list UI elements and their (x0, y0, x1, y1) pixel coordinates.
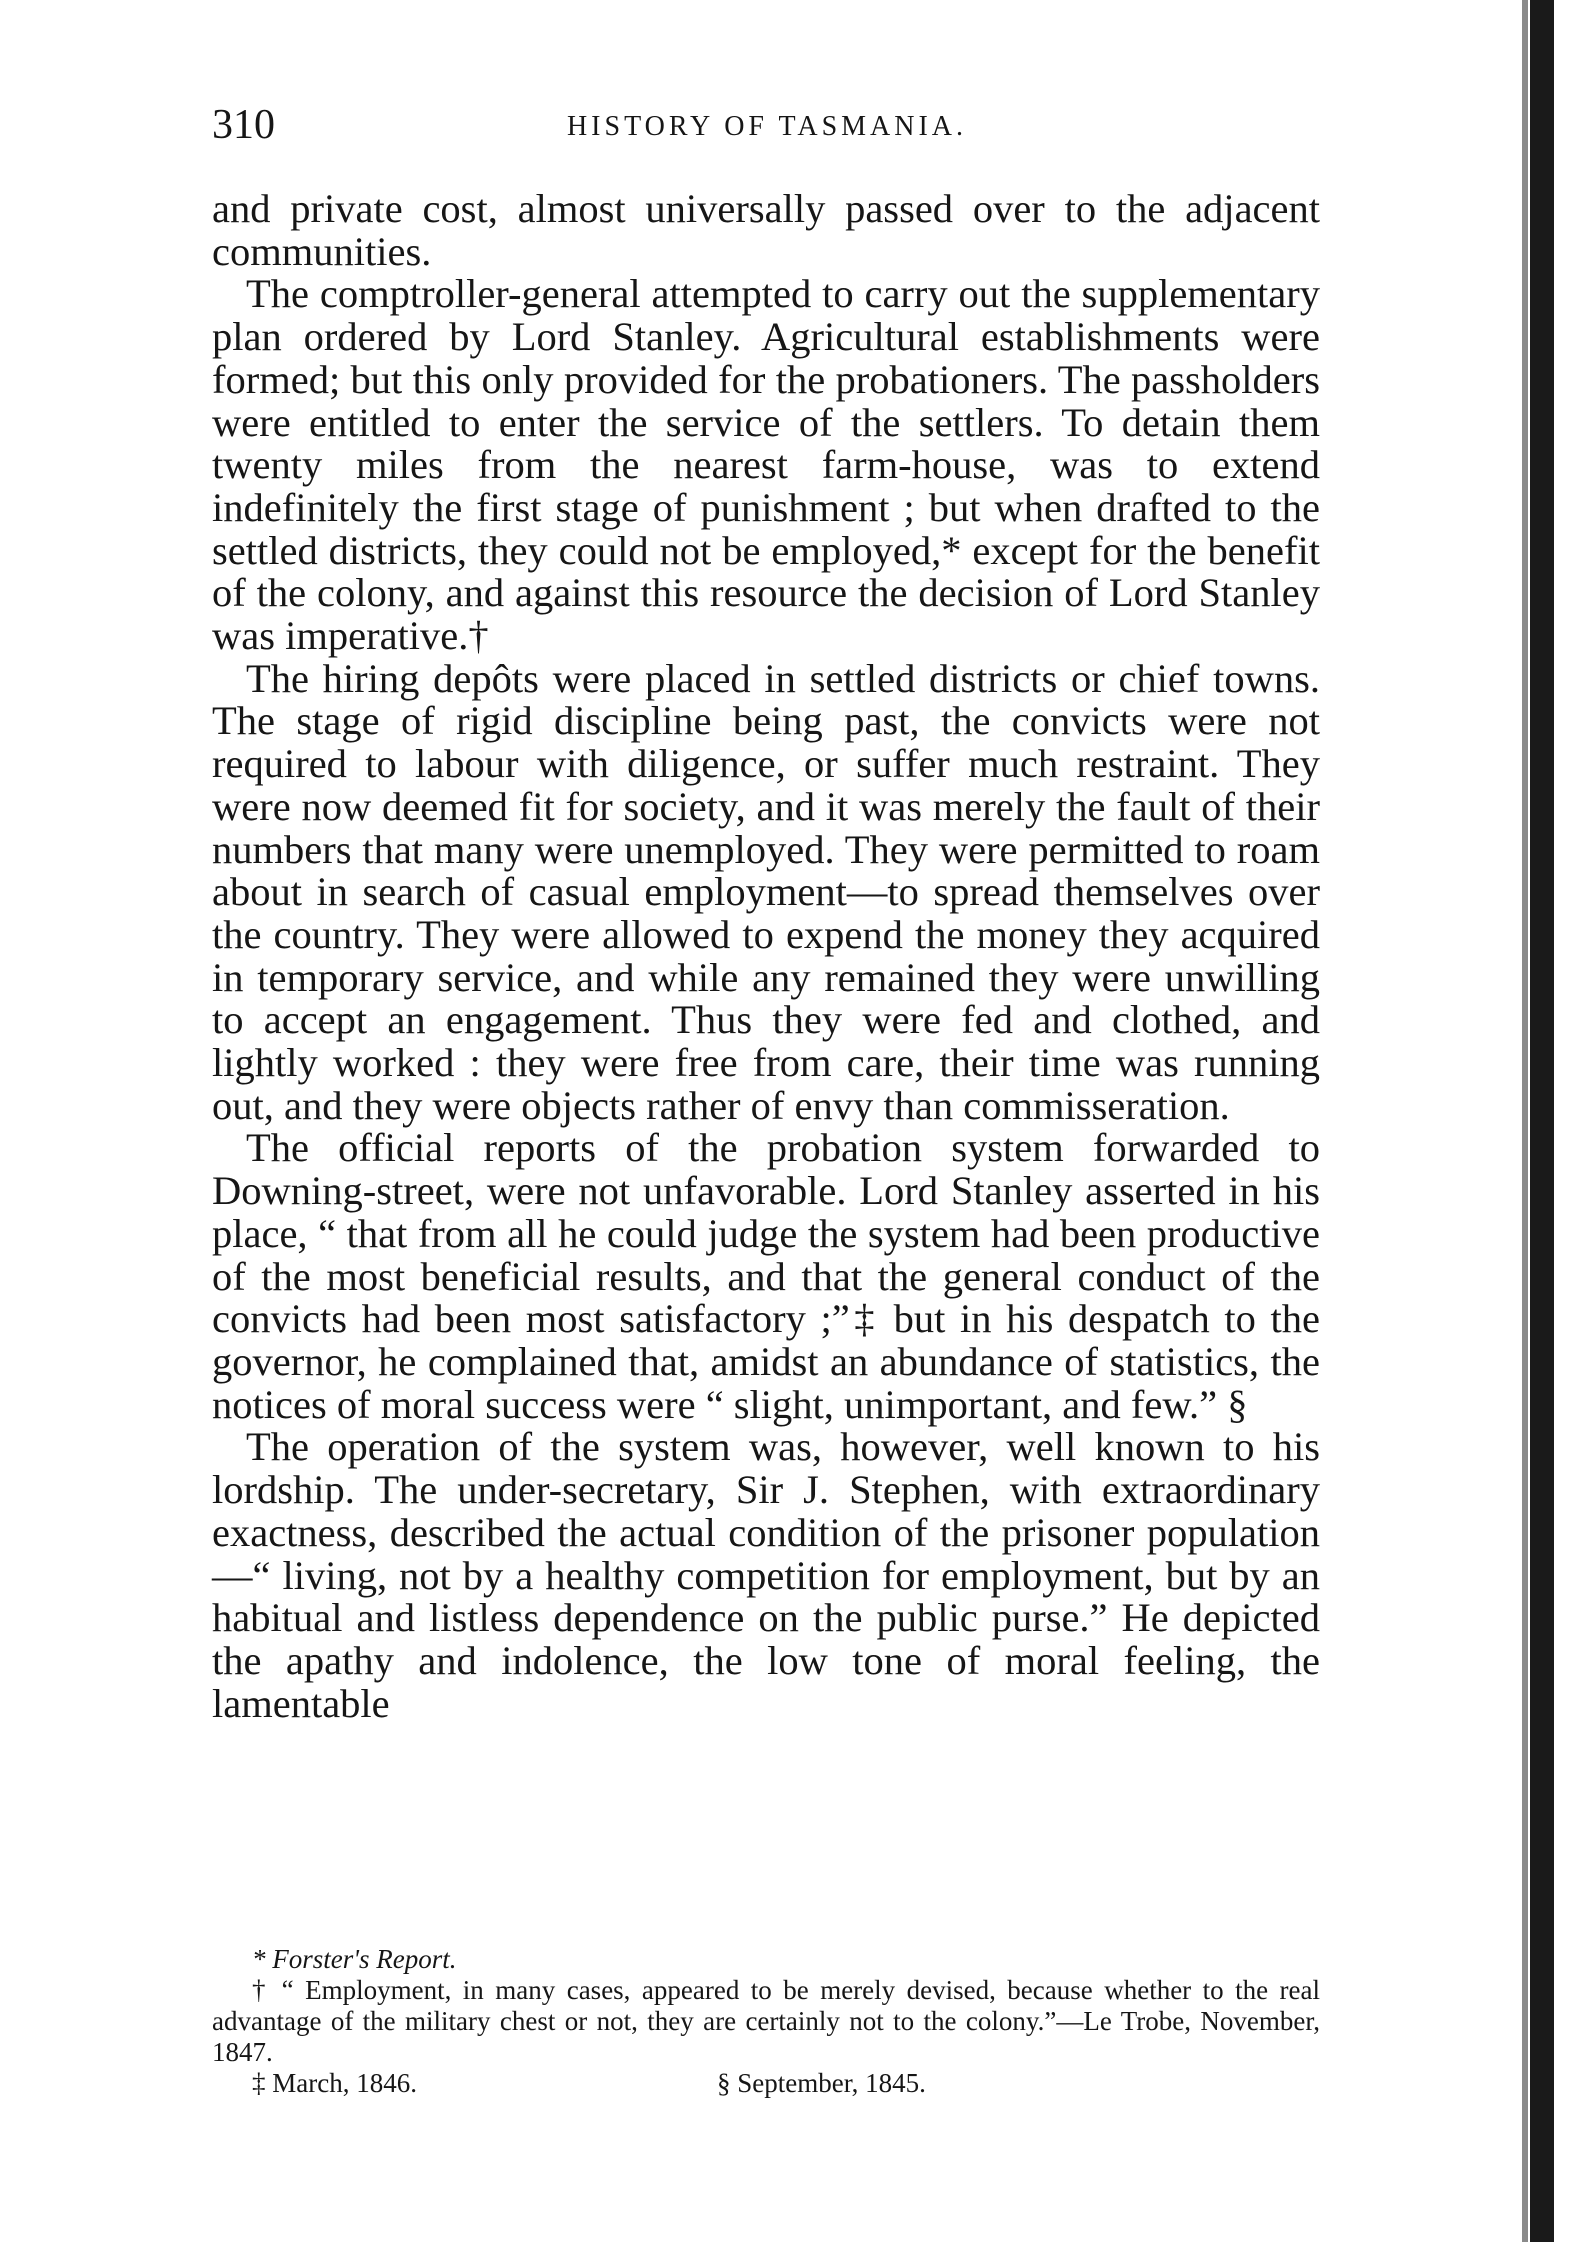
footnote-double-dagger: ‡ March, 1846. (252, 2068, 417, 2098)
page-number: 310 (212, 102, 275, 148)
footnote-section: § September, 1845. (716, 2068, 926, 2098)
footnote-dagger: † “ Employment, in many cases, appeared to be merely devised, because whether to the real advantage of the military chest or not, they are certainly not to the colony.”—Le Trobe, November, 1847. (212, 1975, 1320, 2067)
page-edge (1530, 0, 1554, 2242)
paragraph-2: The comptroller-general attempted to carry out the supplementary plan ordered by Lord Stanley. Agricultural establishments were formed; but this only provided for the probationers. The passholders were entitled to enter the service of the settlers. To detain them twenty miles from the nearest farm-house, was to extend indefinitely the first stage of punishment ; but when drafted to the settled districts, they could not be employed,* except for the benefit of the colony, and against this resource the decision of Lord Stanley was imperative.† (212, 271, 1320, 659)
paragraph-3: The hiring depôts were placed in settled districts or chief towns. The stage of rigid discipline being past, the convicts were not required to labour with diligence, or suffer much restraint. They were now deemed fit for society, and it was merely the fault of their numbers that many were unemployed. They were permitted to roam about in search of casual employment—to spread themselves over the country. They were allowed to expend the money they acquired in temporary service, and while any remained they were unwilling to accept an engagement. Thus they were fed and clothed, and lightly worked : they were free from care, their time was running out, and they were objects rather of envy than commisseration. (212, 655, 1320, 1128)
footnotes (212, 1944, 1320, 2099)
running-title: HISTORY OF TASMANIA. (566, 111, 968, 142)
paragraph-5: The operation of the system was, however, well known to his lordship. The under-secretary, Sir J. Stephen, with extraordinary exactness, described the actual condition of the prisoner population—“ living, not by a healthy competition for employment, but by an habitual and listless dependence on the public purse.” He depicted the apathy and indolence, the low tone of moral feeling, the lamentable (212, 1424, 1320, 1726)
footnote-star: * Forster's Report. (252, 1944, 457, 1974)
page-edge-shadow (1522, 0, 1528, 2242)
paragraph-4: The official reports of the probation system forwarded to Downing-street, were not unfavorable. Lord Stanley asserted in his place, “ that from all he could judge the system had been productive of the most beneficial results, and that the general conduct of the convicts had been most satisfactory ;”‡ but in his despatch to the governor, he complained that, amidst an abundance of statistics, the notices of moral success were “ slight, unimportant, and few.” § (212, 1125, 1320, 1427)
footnote-row (212, 2068, 1320, 2099)
page-header (212, 100, 1322, 150)
paragraph-1: and private cost, almost universally passed over to the adjacent communities. (212, 186, 1320, 274)
body-text (212, 188, 1320, 1725)
